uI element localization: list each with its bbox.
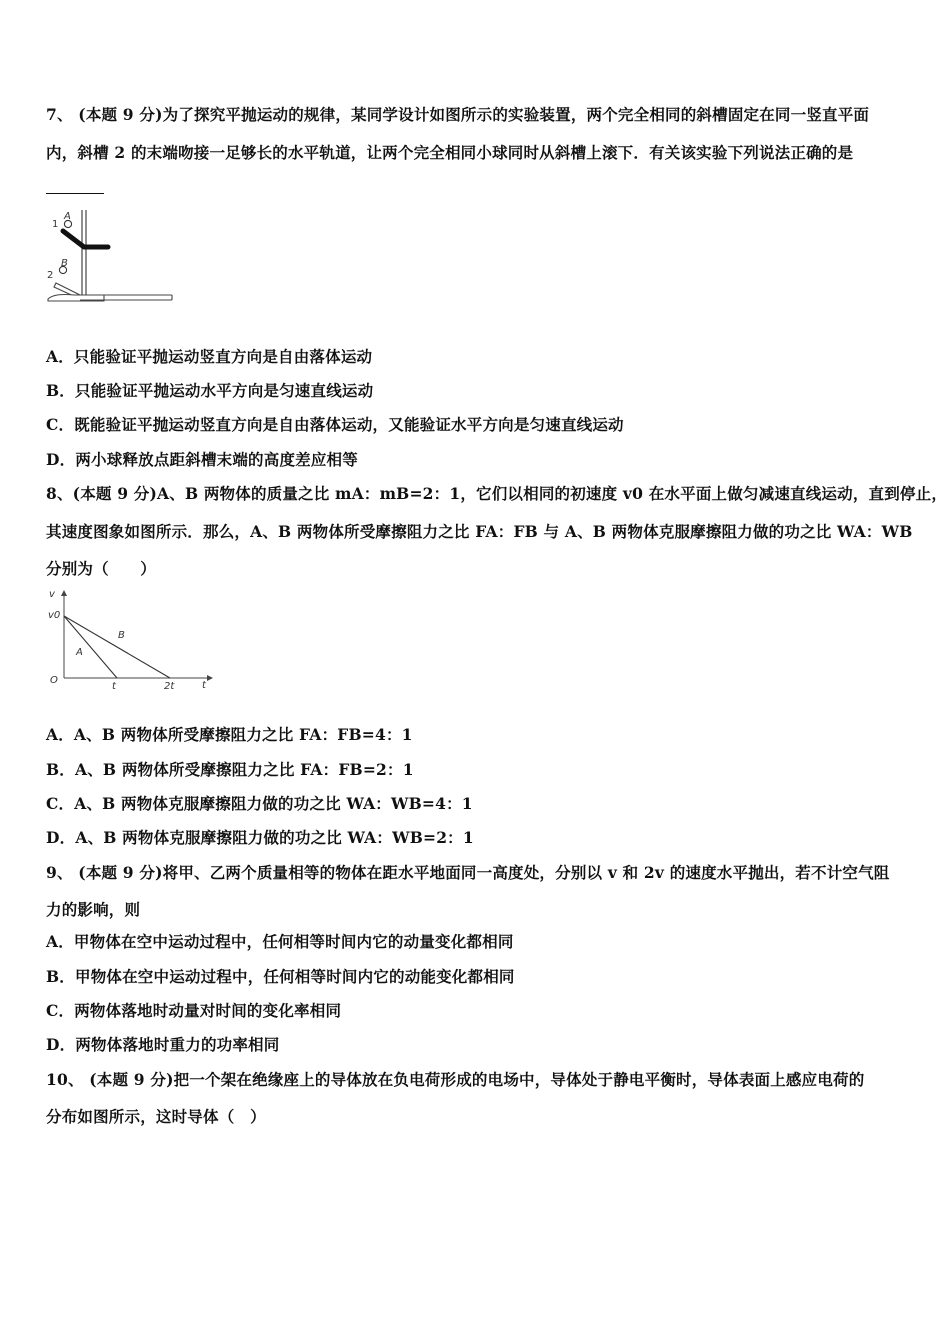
- track-2-label: 2: [47, 270, 54, 281]
- q8-stem-line3: 分别为（ ）: [46, 559, 156, 578]
- series-b-label: B: [118, 630, 125, 641]
- y-tick-v0: v0: [48, 610, 61, 621]
- q7-apparatus-figure: [44, 205, 176, 309]
- q8-option-a: A．A、B 两物体所受摩擦阻力之比 FA：FB=4：1: [46, 725, 413, 744]
- q9-option-d: D．两物体落地时重力的功率相同: [46, 1035, 280, 1054]
- q9-option-c: C．两物体落地时动量对时间的变化率相同: [46, 1001, 342, 1020]
- q7-option-b: B．只能验证平抛运动水平方向是匀速直线运动: [46, 381, 374, 400]
- q7-option-c: C．既能验证平抛运动竖直方向是自由落体运动，又能验证水平方向是匀速直线运动: [46, 415, 624, 434]
- x-axis-label: t: [202, 680, 206, 691]
- answer-blank: [46, 193, 104, 194]
- q9-option-b: B．甲物体在空中运动过程中，任何相等时间内它的动能变化都相同: [46, 967, 515, 986]
- q7-option-d: D．两小球释放点距斜槽末端的高度差应相等: [46, 450, 358, 469]
- series-a-label: A: [76, 647, 83, 658]
- q8-option-c: C．A、B 两物体克服摩擦阻力做的功之比 WA：WB=4：1: [46, 794, 473, 813]
- ball-b-label: B: [61, 258, 68, 269]
- q9-stem-line2: 力的影响，则: [46, 900, 141, 919]
- series-line-a: [64, 616, 117, 678]
- track-1-label: 1: [52, 219, 59, 230]
- origin-label: O: [50, 675, 58, 686]
- q8-velocity-chart: [44, 585, 218, 695]
- q7-stem-line1: 7、 (本题 9 分)为了探究平抛运动的规律，某同学设计如图所示的实验装置，两个完全相同的斜槽固定在同一竖直平面: [46, 105, 870, 124]
- x-tick-2t: 2t: [164, 681, 175, 692]
- q10-stem-line1: 10、 (本题 9 分)把一个架在绝缘座上的导体放在负电荷形成的电场中，导体处于静电平衡时，导体表面上感应电荷的: [46, 1070, 865, 1089]
- x-tick-t: t: [112, 681, 116, 692]
- q10-stem-line2: 分布如图所示，这时导体（ ）: [46, 1107, 266, 1126]
- q8-stem-line1: 8、(本题 9 分)A、B 两物体的质量之比 mA：mB=2：1，它们以相同的初速度 v0 在水平面上做匀减速直线运动，直到停止，: [46, 484, 948, 503]
- q9-stem-line1: 9、 (本题 9 分)将甲、乙两个质量相等的物体在距水平地面同一高度处，分别以 v 和 2v 的速度水平抛出，若不计空气阻: [46, 863, 890, 882]
- q9-option-a: A．甲物体在空中运动过程中，任何相等时间内它的动量变化都相同: [46, 932, 514, 951]
- q8-option-b: B．A、B 两物体所受摩擦阻力之比 FA：FB=2：1: [46, 760, 414, 779]
- q8-option-d: D．A、B 两物体克服摩擦阻力做的功之比 WA：WB=2：1: [46, 828, 474, 847]
- q7-stem-line2: 内，斜槽 2 的末端吻接一足够长的水平轨道，让两个完全相同小球同时从斜槽上滚下．有关该实验下列说法正确的是: [46, 143, 854, 162]
- q7-option-a: A．只能验证平抛运动竖直方向是自由落体运动: [46, 347, 373, 366]
- q8-stem-line2: 其速度图象如图所示．那么，A、B 两物体所受摩擦阻力之比 FA：FB 与 A、B 两物体克服摩擦阻力做的功之比 WA：WB: [46, 522, 913, 541]
- ball-a-label: A: [64, 211, 71, 222]
- y-axis-label: v: [49, 589, 55, 600]
